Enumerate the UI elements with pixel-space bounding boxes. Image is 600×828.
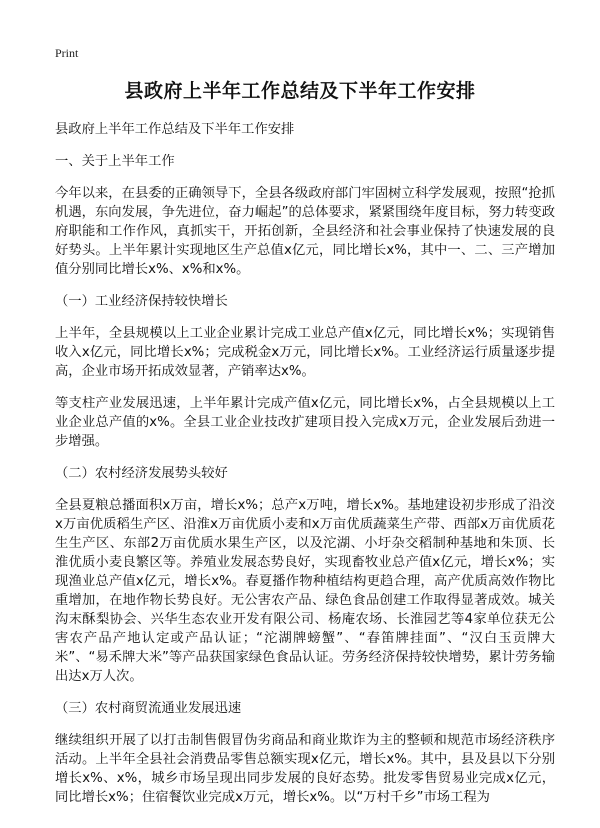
industry-paragraph-1: 上半年，全县规模以上工业企业累计完成工业总产值x亿元，同比增长x%；实现销售收入x亿元，同比增长x%；完成税金x万元，同比增长x%。工业经济运行质量逐步提高，企业市场开拓成效显著，产销率达x%。 xyxy=(55,326,555,379)
subsection-heading-agriculture: （二）农村经济发展势头较好 xyxy=(55,466,228,481)
industry-paragraph-2: 等支柱产业发展迅速，上半年累计完成产值x亿元，同比增长x%，占全县规模以上工业企业总产值的x%。全县工业企业技改扩建项目投入完成x万元，企业发展后劲进一步增强。 xyxy=(55,396,555,449)
subsection-heading-industry: （一）工业经济保持较快增长 xyxy=(55,294,228,309)
agriculture-paragraph: 全县夏粮总播面积x万亩，增长x%；总产x万吨，增长x%。基地建设初步形成了沿洨x万亩优质稻生产区、沿淮x万亩优质小麦和x万亩优质蔬菜生产带、西部x万亩优质花生生产区、东部2万亩优质水果生产区，以及沱湖、小圩杂交稻制种基地和朱顶、长淮优质小麦良繁区等。养殖业发展态势良好，实现畜牧业总产值x亿元，增长x%；实现渔业总产值x亿元，增长x%。春夏播作物种植结构更趋合理，高产优质高效作物比重增加，在地作物长势良好。无公害农产品、绿色食品创建工作取得显著成效。城关沟末酥梨协会、兴华生态农业开发有限公司、杨庵农场、长淮园艺等4家单位获无公害农产品产地认定或产品认证；“沱湖牌螃蟹”、“春笛牌挂面”、“汉白玉贡牌大米”、“易禾牌大米”等产品获国家绿色食品认证。劳务经济保持较快增势，累计劳务输出达x万人次。 xyxy=(55,498,555,684)
section-heading-first-half: 一、关于上半年工作 xyxy=(55,154,175,169)
print-link[interactable]: Print xyxy=(55,46,79,60)
subsection-heading-commerce: （三）农村商贸流通业发展迅速 xyxy=(55,701,242,716)
document-body xyxy=(55,120,555,820)
commerce-paragraph: 继续组织开展了以打击制售假冒伪劣商品和商业欺诈为主的整顿和规范市场经济秩序活动。上半年全县社会消费品零售总额实现x亿元，增长x%。其中，县及县以下分别增长x%、x%，城乡市场呈现出同步发展的良好态势。批发零售贸易业完成x亿元，同比增长x%；住宿餐饮业完成x万元，增长x%。以“万村千乡”市场工程为 xyxy=(55,733,555,805)
document-title: 县政府上半年工作总结及下半年工作安排 xyxy=(124,80,476,102)
intro-paragraph: 今年以来，在县委的正确领导下，全县各级政府部门牢固树立科学发展观，按照“抢抓机遇，东向发展，争先进位，奋力崛起”的总体要求，紧紧围绕年度目标，努力转变政府职能和工作作风，真抓实干，开拓创新，全县经济和社会事业保持了快速发展的良好势头。上半年累计实现地区生产总值x亿元，同比增长x%，其中一、二、三产增加值分别同比增长x%、x%和x%。 xyxy=(55,186,555,277)
document-subtitle: 县政府上半年工作总结及下半年工作安排 xyxy=(55,122,295,137)
